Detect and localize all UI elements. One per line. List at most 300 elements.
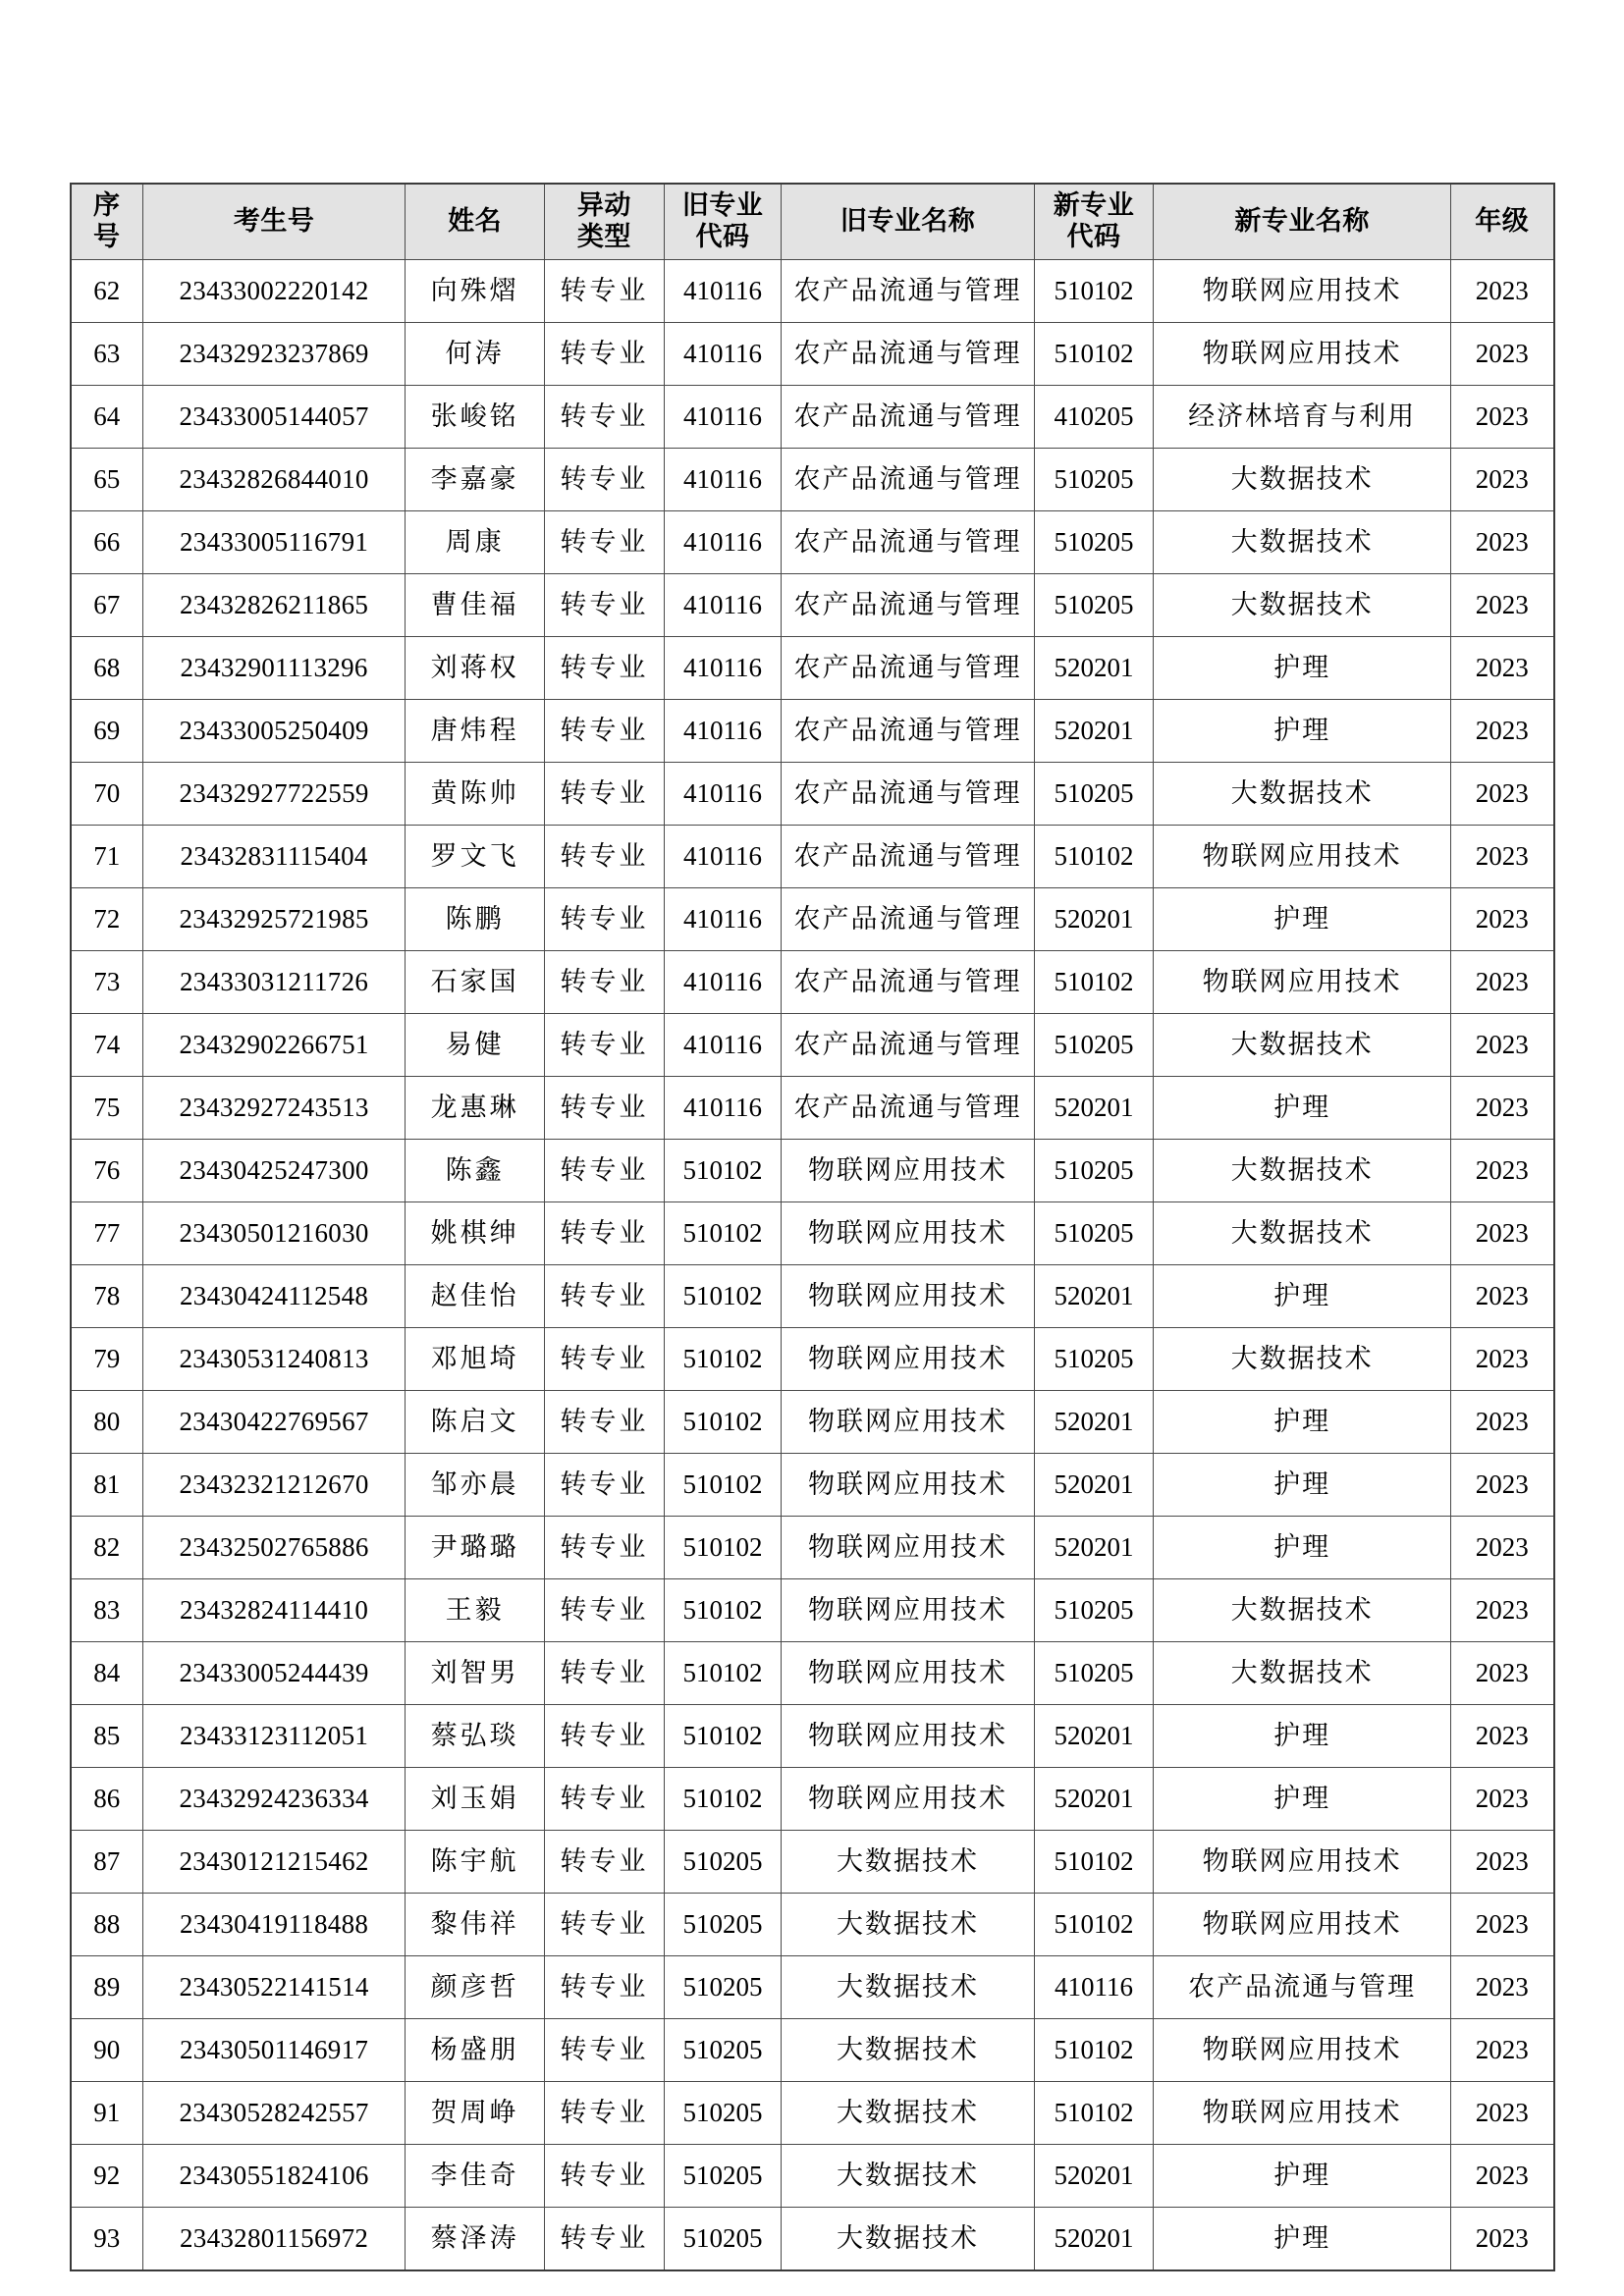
cell-name: 周康 bbox=[406, 511, 545, 574]
cell-exam-no: 23430501146917 bbox=[142, 2019, 405, 2082]
column-header-line1: 序 bbox=[92, 190, 121, 221]
cell-new-name: 护理 bbox=[1154, 1517, 1451, 1579]
table-row bbox=[71, 1517, 1554, 1579]
column-header-line1: 异动 bbox=[576, 190, 631, 221]
cell-grade: 2023 bbox=[1450, 888, 1553, 951]
cell-exam-no: 23433005250409 bbox=[142, 700, 405, 763]
cell-old-name: 农产品流通与管理 bbox=[782, 888, 1034, 951]
cell-grade: 2023 bbox=[1450, 574, 1553, 637]
cell-exam-no: 23432927722559 bbox=[142, 763, 405, 826]
cell-grade: 2023 bbox=[1450, 1454, 1553, 1517]
cell-name: 龙惠琳 bbox=[406, 1077, 545, 1140]
cell-old-name: 农产品流通与管理 bbox=[782, 700, 1034, 763]
cell-old-name: 物联网应用技术 bbox=[782, 1202, 1034, 1265]
table-row bbox=[71, 2082, 1554, 2145]
cell-grade: 2023 bbox=[1450, 637, 1553, 700]
cell-new-code: 520201 bbox=[1034, 888, 1154, 951]
column-header-line1: 旧专业 bbox=[681, 190, 764, 221]
cell-seq: 78 bbox=[71, 1265, 143, 1328]
cell-exam-no: 23432826211865 bbox=[142, 574, 405, 637]
cell-old-code: 510102 bbox=[664, 1517, 782, 1579]
cell-old-name: 物联网应用技术 bbox=[782, 1579, 1034, 1642]
cell-seq: 80 bbox=[71, 1391, 143, 1454]
cell-seq: 93 bbox=[71, 2208, 143, 2271]
cell-type: 转专业 bbox=[545, 1517, 665, 1579]
cell-new-name: 护理 bbox=[1154, 888, 1451, 951]
cell-old-name: 农产品流通与管理 bbox=[782, 574, 1034, 637]
cell-name: 唐炜程 bbox=[406, 700, 545, 763]
cell-seq: 74 bbox=[71, 1014, 143, 1077]
cell-old-name: 农产品流通与管理 bbox=[782, 260, 1034, 323]
cell-name: 陈宇航 bbox=[406, 1831, 545, 1894]
cell-type: 转专业 bbox=[545, 1705, 665, 1768]
cell-exam-no: 23433005116791 bbox=[142, 511, 405, 574]
cell-seq: 71 bbox=[71, 826, 143, 888]
cell-name: 尹璐璐 bbox=[406, 1517, 545, 1579]
cell-exam-no: 23430419118488 bbox=[142, 1894, 405, 1956]
cell-type: 转专业 bbox=[545, 260, 665, 323]
table-row bbox=[71, 1140, 1554, 1202]
cell-new-name: 物联网应用技术 bbox=[1154, 323, 1451, 386]
cell-grade: 2023 bbox=[1450, 386, 1553, 449]
cell-old-code: 410116 bbox=[664, 826, 782, 888]
cell-grade: 2023 bbox=[1450, 2019, 1553, 2082]
table-row bbox=[71, 1894, 1554, 1956]
cell-seq: 76 bbox=[71, 1140, 143, 1202]
cell-seq: 86 bbox=[71, 1768, 143, 1831]
cell-type: 转专业 bbox=[545, 1265, 665, 1328]
cell-grade: 2023 bbox=[1450, 1768, 1553, 1831]
column-header-name bbox=[406, 184, 545, 260]
cell-new-code: 520201 bbox=[1034, 2208, 1154, 2271]
cell-old-name: 大数据技术 bbox=[782, 2208, 1034, 2271]
cell-old-code: 510102 bbox=[664, 1454, 782, 1517]
cell-type: 转专业 bbox=[545, 1579, 665, 1642]
cell-type: 转专业 bbox=[545, 2019, 665, 2082]
cell-new-code: 520201 bbox=[1034, 1391, 1154, 1454]
cell-type: 转专业 bbox=[545, 2145, 665, 2208]
column-header-new-name bbox=[1154, 184, 1451, 260]
column-header-old-code bbox=[664, 184, 782, 260]
cell-old-name: 物联网应用技术 bbox=[782, 1768, 1034, 1831]
cell-new-code: 520201 bbox=[1034, 1517, 1154, 1579]
cell-name: 李佳奇 bbox=[406, 2145, 545, 2208]
cell-grade: 2023 bbox=[1450, 260, 1553, 323]
cell-new-code: 510205 bbox=[1034, 574, 1154, 637]
table-container bbox=[70, 183, 1555, 2271]
cell-old-code: 510102 bbox=[664, 1265, 782, 1328]
cell-name: 陈鑫 bbox=[406, 1140, 545, 1202]
cell-type: 转专业 bbox=[545, 1328, 665, 1391]
cell-new-name: 护理 bbox=[1154, 1454, 1451, 1517]
cell-name: 颜彦哲 bbox=[406, 1956, 545, 2019]
cell-type: 转专业 bbox=[545, 1831, 665, 1894]
cell-name: 刘蒋权 bbox=[406, 637, 545, 700]
cell-name: 何涛 bbox=[406, 323, 545, 386]
cell-old-name: 农产品流通与管理 bbox=[782, 826, 1034, 888]
cell-new-name: 物联网应用技术 bbox=[1154, 1894, 1451, 1956]
cell-exam-no: 23430528242557 bbox=[142, 2082, 405, 2145]
cell-new-name: 物联网应用技术 bbox=[1154, 1831, 1451, 1894]
cell-new-name: 大数据技术 bbox=[1154, 1014, 1451, 1077]
cell-grade: 2023 bbox=[1450, 951, 1553, 1014]
cell-old-name: 物联网应用技术 bbox=[782, 1517, 1034, 1579]
cell-new-code: 510205 bbox=[1034, 1202, 1154, 1265]
cell-new-code: 520201 bbox=[1034, 1705, 1154, 1768]
cell-old-name: 大数据技术 bbox=[782, 1831, 1034, 1894]
column-header-grade bbox=[1450, 184, 1553, 260]
cell-new-code: 510102 bbox=[1034, 951, 1154, 1014]
cell-exam-no: 23433123112051 bbox=[142, 1705, 405, 1768]
cell-name: 邓旭埼 bbox=[406, 1328, 545, 1391]
cell-new-code: 510205 bbox=[1034, 1642, 1154, 1705]
column-header-line1: 新专业名称 bbox=[1234, 206, 1370, 237]
table-row bbox=[71, 1265, 1554, 1328]
cell-grade: 2023 bbox=[1450, 1202, 1553, 1265]
cell-seq: 82 bbox=[71, 1517, 143, 1579]
cell-type: 转专业 bbox=[545, 700, 665, 763]
cell-exam-no: 23432826844010 bbox=[142, 449, 405, 511]
cell-name: 姚棋绅 bbox=[406, 1202, 545, 1265]
cell-old-code: 510102 bbox=[664, 1642, 782, 1705]
cell-old-code: 510205 bbox=[664, 1956, 782, 2019]
cell-exam-no: 23430425247300 bbox=[142, 1140, 405, 1202]
table-row bbox=[71, 826, 1554, 888]
cell-grade: 2023 bbox=[1450, 763, 1553, 826]
cell-type: 转专业 bbox=[545, 1454, 665, 1517]
cell-type: 转专业 bbox=[545, 2082, 665, 2145]
cell-old-name: 农产品流通与管理 bbox=[782, 323, 1034, 386]
header-row bbox=[71, 184, 1554, 260]
cell-new-code: 520201 bbox=[1034, 1454, 1154, 1517]
table-row bbox=[71, 1391, 1554, 1454]
cell-old-code: 510205 bbox=[664, 1831, 782, 1894]
cell-exam-no: 23432824114410 bbox=[142, 1579, 405, 1642]
cell-new-name: 护理 bbox=[1154, 700, 1451, 763]
cell-old-code: 510102 bbox=[664, 1140, 782, 1202]
cell-grade: 2023 bbox=[1450, 1014, 1553, 1077]
cell-exam-no: 23432925721985 bbox=[142, 888, 405, 951]
table-header bbox=[71, 184, 1554, 260]
table-row bbox=[71, 1454, 1554, 1517]
table-row bbox=[71, 1579, 1554, 1642]
cell-old-code: 510102 bbox=[664, 1328, 782, 1391]
cell-old-name: 物联网应用技术 bbox=[782, 1391, 1034, 1454]
column-header-line1: 旧专业名称 bbox=[839, 206, 976, 237]
cell-new-code: 510102 bbox=[1034, 1831, 1154, 1894]
cell-old-name: 农产品流通与管理 bbox=[782, 637, 1034, 700]
table-row bbox=[71, 1014, 1554, 1077]
table-row bbox=[71, 323, 1554, 386]
cell-seq: 92 bbox=[71, 2145, 143, 2208]
table-body bbox=[71, 260, 1554, 2271]
cell-exam-no: 23432923237869 bbox=[142, 323, 405, 386]
cell-old-code: 510205 bbox=[664, 2208, 782, 2271]
cell-new-name: 护理 bbox=[1154, 1077, 1451, 1140]
table-row bbox=[71, 1705, 1554, 1768]
cell-type: 转专业 bbox=[545, 1956, 665, 2019]
cell-seq: 75 bbox=[71, 1077, 143, 1140]
cell-new-name: 物联网应用技术 bbox=[1154, 951, 1451, 1014]
cell-old-name: 大数据技术 bbox=[782, 2145, 1034, 2208]
table-row bbox=[71, 1768, 1554, 1831]
cell-grade: 2023 bbox=[1450, 1642, 1553, 1705]
cell-type: 转专业 bbox=[545, 1140, 665, 1202]
cell-grade: 2023 bbox=[1450, 323, 1553, 386]
cell-seq: 87 bbox=[71, 1831, 143, 1894]
cell-seq: 63 bbox=[71, 323, 143, 386]
cell-old-code: 510205 bbox=[664, 2145, 782, 2208]
cell-new-code: 510205 bbox=[1034, 1014, 1154, 1077]
cell-new-name: 大数据技术 bbox=[1154, 1642, 1451, 1705]
column-header-line1: 姓名 bbox=[448, 206, 503, 237]
cell-grade: 2023 bbox=[1450, 2208, 1553, 2271]
cell-new-name: 物联网应用技术 bbox=[1154, 260, 1451, 323]
cell-type: 转专业 bbox=[545, 1391, 665, 1454]
cell-new-name: 护理 bbox=[1154, 1265, 1451, 1328]
cell-seq: 85 bbox=[71, 1705, 143, 1768]
cell-old-name: 大数据技术 bbox=[782, 1894, 1034, 1956]
cell-old-name: 物联网应用技术 bbox=[782, 1642, 1034, 1705]
cell-old-name: 农产品流通与管理 bbox=[782, 1014, 1034, 1077]
cell-type: 转专业 bbox=[545, 511, 665, 574]
cell-type: 转专业 bbox=[545, 951, 665, 1014]
cell-name: 易健 bbox=[406, 1014, 545, 1077]
cell-old-code: 410116 bbox=[664, 449, 782, 511]
column-header-line1: 新专业 bbox=[1053, 190, 1135, 221]
cell-grade: 2023 bbox=[1450, 2145, 1553, 2208]
column-header-new-code bbox=[1034, 184, 1154, 260]
cell-grade: 2023 bbox=[1450, 1328, 1553, 1391]
cell-old-code: 410116 bbox=[664, 511, 782, 574]
cell-seq: 84 bbox=[71, 1642, 143, 1705]
cell-old-code: 410116 bbox=[664, 260, 782, 323]
cell-new-code: 510205 bbox=[1034, 1140, 1154, 1202]
cell-type: 转专业 bbox=[545, 2208, 665, 2271]
cell-type: 转专业 bbox=[545, 1014, 665, 1077]
cell-seq: 83 bbox=[71, 1579, 143, 1642]
cell-grade: 2023 bbox=[1450, 1140, 1553, 1202]
cell-grade: 2023 bbox=[1450, 826, 1553, 888]
cell-name: 向殊熠 bbox=[406, 260, 545, 323]
table-row bbox=[71, 1328, 1554, 1391]
cell-new-name: 物联网应用技术 bbox=[1154, 2019, 1451, 2082]
cell-new-name: 农产品流通与管理 bbox=[1154, 1956, 1451, 2019]
cell-exam-no: 23432801156972 bbox=[142, 2208, 405, 2271]
cell-seq: 64 bbox=[71, 386, 143, 449]
cell-new-code: 520201 bbox=[1034, 637, 1154, 700]
column-header-seq bbox=[71, 184, 143, 260]
table-row bbox=[71, 2019, 1554, 2082]
cell-old-name: 大数据技术 bbox=[782, 1956, 1034, 2019]
cell-old-code: 510205 bbox=[664, 2019, 782, 2082]
cell-exam-no: 23433005144057 bbox=[142, 386, 405, 449]
cell-exam-no: 23432831115404 bbox=[142, 826, 405, 888]
cell-new-code: 510205 bbox=[1034, 1579, 1154, 1642]
cell-type: 转专业 bbox=[545, 1202, 665, 1265]
cell-new-name: 护理 bbox=[1154, 2145, 1451, 2208]
cell-seq: 68 bbox=[71, 637, 143, 700]
cell-new-name: 大数据技术 bbox=[1154, 1579, 1451, 1642]
cell-old-code: 510102 bbox=[664, 1768, 782, 1831]
cell-new-code: 510205 bbox=[1034, 763, 1154, 826]
cell-new-code: 510205 bbox=[1034, 1328, 1154, 1391]
cell-new-code: 510102 bbox=[1034, 826, 1154, 888]
cell-new-code: 520201 bbox=[1034, 2145, 1154, 2208]
cell-name: 张峻铭 bbox=[406, 386, 545, 449]
table-row bbox=[71, 700, 1554, 763]
cell-name: 刘智男 bbox=[406, 1642, 545, 1705]
cell-grade: 2023 bbox=[1450, 1956, 1553, 2019]
cell-name: 王毅 bbox=[406, 1579, 545, 1642]
cell-grade: 2023 bbox=[1450, 449, 1553, 511]
cell-new-code: 510102 bbox=[1034, 323, 1154, 386]
cell-old-name: 农产品流通与管理 bbox=[782, 511, 1034, 574]
cell-grade: 2023 bbox=[1450, 2082, 1553, 2145]
cell-type: 转专业 bbox=[545, 574, 665, 637]
cell-old-code: 410116 bbox=[664, 888, 782, 951]
cell-name: 邹亦晨 bbox=[406, 1454, 545, 1517]
cell-exam-no: 23430424112548 bbox=[142, 1265, 405, 1328]
cell-old-name: 农产品流通与管理 bbox=[782, 763, 1034, 826]
cell-old-name: 物联网应用技术 bbox=[782, 1265, 1034, 1328]
cell-new-code: 510205 bbox=[1034, 511, 1154, 574]
cell-old-code: 410116 bbox=[664, 1014, 782, 1077]
column-header-line1: 年级 bbox=[1475, 206, 1530, 237]
cell-old-code: 410116 bbox=[664, 574, 782, 637]
cell-type: 转专业 bbox=[545, 637, 665, 700]
cell-old-name: 农产品流通与管理 bbox=[782, 1077, 1034, 1140]
column-header-line1: 考生号 bbox=[233, 206, 315, 237]
cell-grade: 2023 bbox=[1450, 1517, 1553, 1579]
cell-old-name: 大数据技术 bbox=[782, 2019, 1034, 2082]
cell-new-code: 520201 bbox=[1034, 1768, 1154, 1831]
cell-type: 转专业 bbox=[545, 1077, 665, 1140]
table-row bbox=[71, 449, 1554, 511]
cell-exam-no: 23432901113296 bbox=[142, 637, 405, 700]
cell-old-code: 410116 bbox=[664, 951, 782, 1014]
column-header-line2: 号 bbox=[92, 222, 121, 251]
cell-old-code: 510205 bbox=[664, 1894, 782, 1956]
cell-new-name: 大数据技术 bbox=[1154, 449, 1451, 511]
cell-grade: 2023 bbox=[1450, 511, 1553, 574]
cell-old-code: 410116 bbox=[664, 1077, 782, 1140]
cell-old-code: 410116 bbox=[664, 386, 782, 449]
cell-new-code: 510102 bbox=[1034, 2082, 1154, 2145]
cell-old-name: 大数据技术 bbox=[782, 2082, 1034, 2145]
cell-old-code: 510205 bbox=[664, 2082, 782, 2145]
cell-old-code: 510102 bbox=[664, 1202, 782, 1265]
column-header-type bbox=[545, 184, 665, 260]
cell-seq: 73 bbox=[71, 951, 143, 1014]
cell-grade: 2023 bbox=[1450, 1579, 1553, 1642]
cell-exam-no: 23432321212670 bbox=[142, 1454, 405, 1517]
cell-exam-no: 23430522141514 bbox=[142, 1956, 405, 2019]
cell-new-name: 物联网应用技术 bbox=[1154, 826, 1451, 888]
cell-new-name: 护理 bbox=[1154, 1768, 1451, 1831]
column-header-line2: 代码 bbox=[1066, 222, 1121, 251]
cell-name: 黄陈帅 bbox=[406, 763, 545, 826]
cell-seq: 67 bbox=[71, 574, 143, 637]
cell-seq: 91 bbox=[71, 2082, 143, 2145]
cell-grade: 2023 bbox=[1450, 1705, 1553, 1768]
cell-new-code: 510205 bbox=[1034, 449, 1154, 511]
cell-new-code: 510102 bbox=[1034, 2019, 1154, 2082]
table-row bbox=[71, 1831, 1554, 1894]
cell-old-name: 物联网应用技术 bbox=[782, 1705, 1034, 1768]
cell-old-name: 物联网应用技术 bbox=[782, 1140, 1034, 1202]
cell-name: 曹佳福 bbox=[406, 574, 545, 637]
cell-old-name: 农产品流通与管理 bbox=[782, 449, 1034, 511]
cell-type: 转专业 bbox=[545, 449, 665, 511]
cell-exam-no: 23433031211726 bbox=[142, 951, 405, 1014]
cell-exam-no: 23430551824106 bbox=[142, 2145, 405, 2208]
cell-name: 蔡弘琰 bbox=[406, 1705, 545, 1768]
cell-new-code: 410205 bbox=[1034, 386, 1154, 449]
cell-old-code: 510102 bbox=[664, 1579, 782, 1642]
cell-grade: 2023 bbox=[1450, 700, 1553, 763]
cell-new-name: 护理 bbox=[1154, 2208, 1451, 2271]
cell-exam-no: 23430531240813 bbox=[142, 1328, 405, 1391]
cell-name: 赵佳怡 bbox=[406, 1265, 545, 1328]
cell-old-code: 410116 bbox=[664, 700, 782, 763]
cell-type: 转专业 bbox=[545, 1768, 665, 1831]
cell-new-name: 物联网应用技术 bbox=[1154, 2082, 1451, 2145]
cell-seq: 90 bbox=[71, 2019, 143, 2082]
table-row bbox=[71, 1202, 1554, 1265]
student-major-change-table bbox=[70, 183, 1555, 2271]
cell-name: 黎伟祥 bbox=[406, 1894, 545, 1956]
cell-exam-no: 23433005244439 bbox=[142, 1642, 405, 1705]
cell-old-name: 农产品流通与管理 bbox=[782, 386, 1034, 449]
cell-new-name: 护理 bbox=[1154, 1705, 1451, 1768]
cell-type: 转专业 bbox=[545, 1894, 665, 1956]
cell-type: 转专业 bbox=[545, 386, 665, 449]
cell-seq: 89 bbox=[71, 1956, 143, 2019]
cell-exam-no: 23432502765886 bbox=[142, 1517, 405, 1579]
table-row bbox=[71, 260, 1554, 323]
table-row bbox=[71, 511, 1554, 574]
cell-new-code: 410116 bbox=[1034, 1956, 1154, 2019]
cell-new-name: 大数据技术 bbox=[1154, 574, 1451, 637]
cell-exam-no: 23432902266751 bbox=[142, 1014, 405, 1077]
column-header-old-name bbox=[782, 184, 1034, 260]
cell-seq: 69 bbox=[71, 700, 143, 763]
cell-exam-no: 23433002220142 bbox=[142, 260, 405, 323]
table-row bbox=[71, 1077, 1554, 1140]
cell-seq: 77 bbox=[71, 1202, 143, 1265]
column-header-line2: 代码 bbox=[695, 222, 750, 251]
cell-grade: 2023 bbox=[1450, 1391, 1553, 1454]
cell-exam-no: 23432924236334 bbox=[142, 1768, 405, 1831]
cell-grade: 2023 bbox=[1450, 1831, 1553, 1894]
cell-seq: 65 bbox=[71, 449, 143, 511]
cell-old-name: 物联网应用技术 bbox=[782, 1328, 1034, 1391]
cell-new-name: 大数据技术 bbox=[1154, 763, 1451, 826]
cell-new-name: 护理 bbox=[1154, 637, 1451, 700]
cell-seq: 72 bbox=[71, 888, 143, 951]
cell-exam-no: 23430121215462 bbox=[142, 1831, 405, 1894]
cell-seq: 81 bbox=[71, 1454, 143, 1517]
cell-seq: 79 bbox=[71, 1328, 143, 1391]
cell-name: 陈鹏 bbox=[406, 888, 545, 951]
cell-grade: 2023 bbox=[1450, 1265, 1553, 1328]
table-row bbox=[71, 888, 1554, 951]
table-row bbox=[71, 2208, 1554, 2271]
column-header-exam-no bbox=[142, 184, 405, 260]
table-row bbox=[71, 763, 1554, 826]
cell-old-name: 农产品流通与管理 bbox=[782, 951, 1034, 1014]
